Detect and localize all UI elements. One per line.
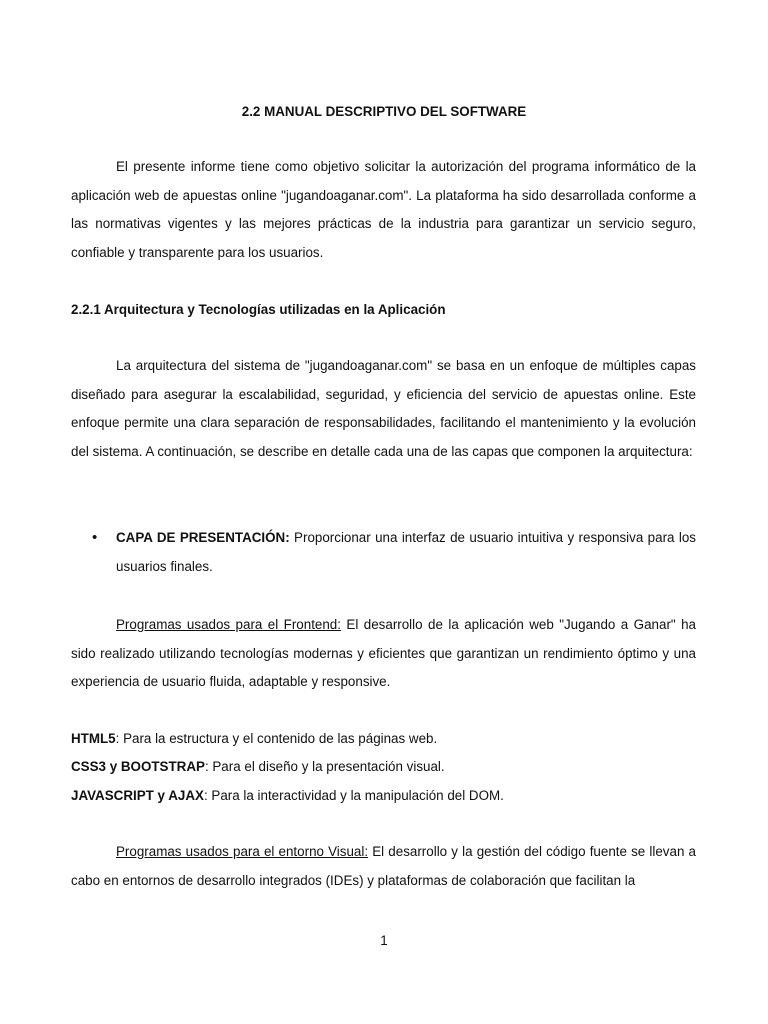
tech-item-text: : Para el diseño y la presentación visual. bbox=[204, 759, 445, 774]
frontend-paragraph bbox=[71, 611, 696, 697]
section-heading: 2.2.1 Arquitectura y Tecnologías utilizadas en la Aplicación bbox=[71, 302, 446, 317]
bullet-content bbox=[116, 524, 696, 581]
tech-item-javascript bbox=[71, 786, 696, 806]
visual-paragraph bbox=[71, 838, 696, 895]
tech-item-text: : Para la estructura y el contenido de las páginas web. bbox=[115, 731, 438, 746]
tech-item-label: HTML5 bbox=[71, 731, 116, 746]
tech-item-label: CSS3 y BOOTSTRAP bbox=[71, 759, 205, 774]
tech-item-html5 bbox=[71, 729, 696, 749]
page-number: 1 bbox=[380, 933, 388, 948]
intro-paragraph: El presente informe tiene como objetivo solicitar la autorización del programa informático de la aplicación web de apuestas online "jugandoaganar.com". La plataforma ha sido desarrollada conforme a las normativas vigentes y las mejores prácticas de la industria para garantizar un servicio seguro, confiable y transparente para los usuarios. bbox=[71, 159, 696, 260]
document-title: 2.2 MANUAL DESCRIPTIVO DEL SOFTWARE bbox=[241, 104, 527, 119]
bullet-label: CAPA DE PRESENTACIÓN: bbox=[116, 530, 290, 545]
bullet-icon: • bbox=[92, 529, 98, 546]
bullet-presentation-layer bbox=[71, 524, 696, 581]
tech-item-text: : Para la interactividad y la manipulación del DOM. bbox=[203, 788, 504, 803]
tech-item-label: JAVASCRIPT y AJAX bbox=[71, 788, 204, 803]
tech-item-css3 bbox=[71, 757, 696, 777]
frontend-text: El desarrollo de la aplicación web "Jugando a Ganar" ha sido realizado utilizando tecnologías modernas y eficientes que garantizan un rendimiento óptimo y una experiencia de usuario fluida, adaptable y responsive. bbox=[71, 617, 696, 689]
visual-text: El desarrollo y la gestión del código fuente se llevan a cabo en entornos de desarrollo integrados (IDEs) y plataformas de colaboración que facilitan la bbox=[71, 844, 697, 888]
architecture-paragraph: La arquitectura del sistema de "jugandoaganar.com" se basa en un enfoque de múltiples capas diseñado para asegurar la escalabilidad, seguridad, y eficiencia del servicio de apuestas online. Este enfoque permite una clara separación de responsabilidades, facilitando el mantenimiento y la evolución del sistema. A continuación, se describe en detalle cada una de las capas que componen la arquitectura: bbox=[71, 358, 696, 459]
bullet-text: Proporcionar una interfaz de usuario intuitiva y responsiva para los usuarios finales. bbox=[116, 530, 696, 574]
visual-label: Programas usados para el entorno Visual: bbox=[116, 844, 369, 859]
frontend-label: Programas usados para el Frontend: bbox=[116, 617, 341, 632]
